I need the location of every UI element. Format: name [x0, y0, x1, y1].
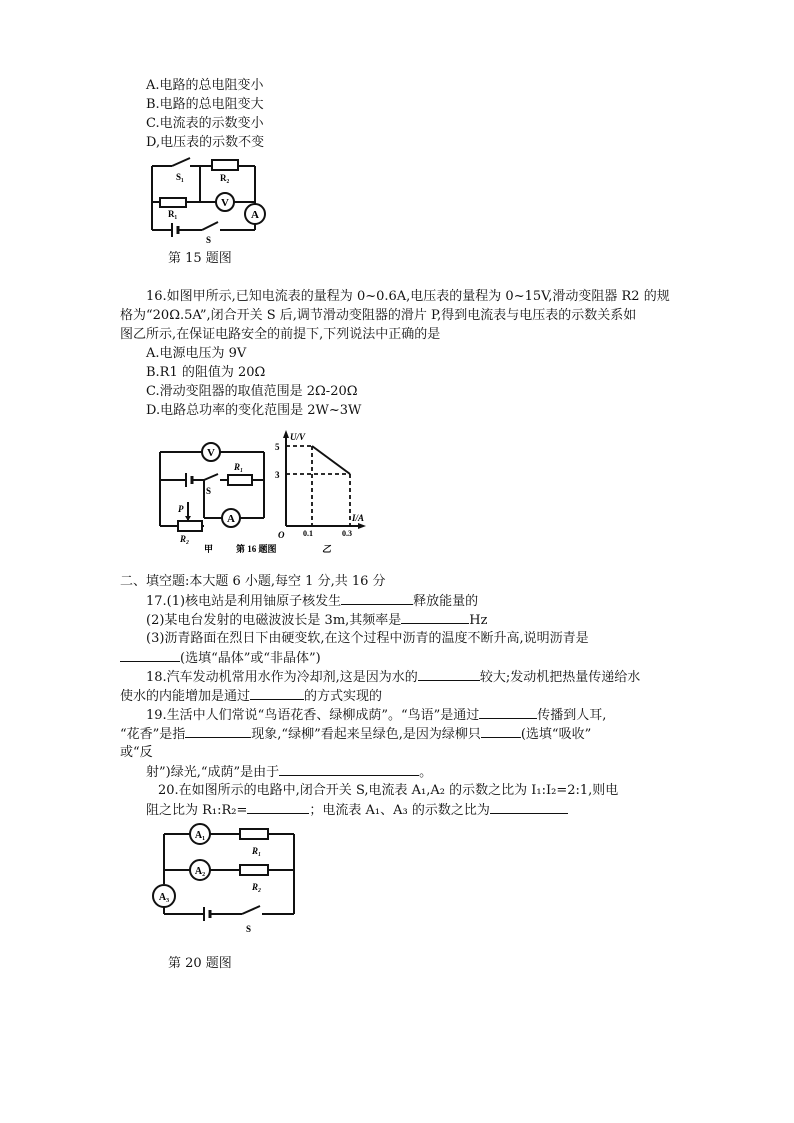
q19-blank-3[interactable] [481, 725, 521, 738]
section2-title: 二、填空题:本大题 6 小题,每空 1 分,共 16 分 [120, 574, 386, 589]
q19-text-a: 19.生活中人们常说“鸟语花香、绿柳成荫”。“鸟语”是通过 [146, 708, 480, 723]
q20-text-b: 阻之比为 R₁:R₂= [146, 803, 248, 818]
q17-part2-text: (2)某电台发射的电磁波波长是 3m,其频率是 [146, 613, 402, 628]
q18-text-d: 的方式实现的 [304, 689, 383, 704]
q20-label-a2: A₂ [194, 866, 206, 877]
q15-label-r1: R₁ [168, 209, 178, 219]
q15-label-s1: S₁ [176, 172, 184, 182]
q20-text-c: ；电流表 A₁、A₃ 的示数之比为 [309, 803, 490, 818]
q16-graph-xtick-03: 0.3 [342, 529, 352, 538]
q15-label-s: S [206, 235, 212, 245]
q19-text-e: (选填“吸收” [520, 727, 592, 742]
q16-graph-xtick-01: 0.1 [303, 529, 313, 538]
q19-text-b: 传播到人耳, [537, 708, 607, 723]
q17-line1 [146, 592, 478, 611]
q19-text-c: “花香”是指 [120, 727, 186, 742]
q16-label-yi: 乙 [322, 544, 332, 554]
q20-blank-1[interactable] [247, 801, 309, 814]
q19-blank-2[interactable] [185, 725, 251, 738]
q16-graph-ytick-3: 3 [275, 470, 280, 480]
q17-blank-1[interactable] [341, 592, 413, 605]
q18-text-c: 使水的内能增加是通过 [120, 689, 251, 704]
q18-line1 [146, 668, 640, 687]
q18-text-a: 18.汽车发动机常用水作为冷却剂,这是因为水的 [146, 670, 418, 685]
q15-option-a: A.电路的总电阻变小 [146, 78, 264, 93]
q16-label-a: A [227, 513, 235, 525]
q19-line1 [146, 706, 606, 725]
q20-line1: 20.在如图所示的电路中,闭合开关 S,电流表 A₁,A₂ 的示数之比为 I₁:I₂=2:1,则电 [158, 783, 619, 798]
q20-label-s: S [246, 924, 252, 934]
q19-line3: 或“反 [120, 745, 153, 760]
q19-text-g: 射”)绿光,“成荫”是由于 [146, 765, 280, 780]
q16-option-c: C.滑动变阻器的取值范围是 2Ω-20Ω [146, 384, 358, 399]
q16-option-b: B.R1 的阻值为 20Ω [146, 365, 266, 380]
q16-label-r1: R₁ [234, 462, 244, 472]
q19-blank-1[interactable] [479, 706, 537, 719]
q17-part1-text: 17.(1)核电站是利用铀原子核发生 [146, 594, 342, 609]
q18-text-b: 较大;发动机把热量传递给水 [479, 670, 641, 685]
q19-line4 [146, 763, 432, 782]
q20-label-r1: R₁ [252, 846, 262, 856]
q17-line2 [146, 611, 487, 630]
q16-option-a: A.电源电压为 9V [146, 346, 247, 361]
q15-option-b: B.电路的总电阻变大 [146, 97, 264, 112]
q20-caption: 第 20 题图 [168, 956, 232, 971]
q19-text-d: 现象,“绿柳”看起来呈绿色,是因为绿柳只 [251, 727, 481, 742]
q16-label-r2: R₂ [180, 534, 190, 544]
q15-label-r2: R₂ [220, 173, 230, 183]
q15-circuit-diagram [140, 152, 270, 244]
q19-blank-4[interactable] [279, 763, 419, 776]
q19-text-h: 。 [419, 765, 433, 780]
q16-graph-ytick-5: 5 [275, 442, 280, 452]
q16-option-d: D.电路总功率的变化范围是 2W~3W [146, 403, 362, 418]
q17-line4 [120, 649, 321, 668]
q20-label-r2: R₂ [252, 882, 262, 892]
q17-part4-text: (选填“晶体”或“非晶体”) [180, 651, 321, 666]
q20-blank-2[interactable] [490, 801, 568, 814]
q17-line3: (3)沥青路面在烈日下由硬变软,在这个过程中沥青的温度不断升高,说明沥青是 [146, 631, 589, 646]
q20-line2 [146, 801, 568, 820]
q18-blank-1[interactable] [418, 668, 480, 681]
q16-graph-ylabel: U/V [290, 432, 306, 442]
q17-part1-end: 释放能量的 [413, 594, 479, 609]
q16-line3: 图乙所示,在保证电路安全的前提下,下列说法中正确的是 [120, 327, 441, 342]
q16-graph-origin: O [278, 530, 285, 540]
q16-label-p: P [178, 504, 184, 514]
q16-caption: 第 16 题图 [236, 544, 277, 554]
q16-label-v: V [207, 447, 215, 459]
q15-label-v: V [221, 197, 229, 209]
q15-option-c: C.电流表的示数变小 [146, 116, 264, 131]
q19-line2 [120, 725, 591, 744]
q20-circuit-diagram [144, 820, 304, 936]
q18-line2 [120, 687, 382, 706]
q15-option-d: D,电压表的示数不变 [146, 135, 265, 150]
q15-label-a: A [251, 209, 259, 221]
q17-blank-3[interactable] [120, 649, 180, 662]
q18-blank-2[interactable] [250, 687, 304, 700]
q16-label-jia: 甲 [204, 544, 214, 554]
q20-label-a3: A₃ [158, 892, 170, 903]
q15-caption: 第 15 题图 [168, 251, 232, 266]
q16-label-s: S [206, 486, 212, 496]
q17-part2-unit: Hz [469, 613, 488, 628]
q16-line2: 格为“20Ω.5A”,闭合开关 S 后,调节滑动变阻器的滑片 P,得到电流表与电压表的示数关系如 [120, 308, 637, 323]
q16-graph-xlabel: I/A [352, 513, 365, 523]
q17-blank-2[interactable] [401, 611, 469, 624]
q20-label-a1: A₁ [194, 830, 206, 841]
q16-circuit-diagram [152, 438, 272, 556]
q16-line1: 16.如图甲所示,已知电流表的量程为 0~0.6A,电压表的量程为 0~15V,滑动变阻器 R2 的规 [146, 289, 670, 304]
